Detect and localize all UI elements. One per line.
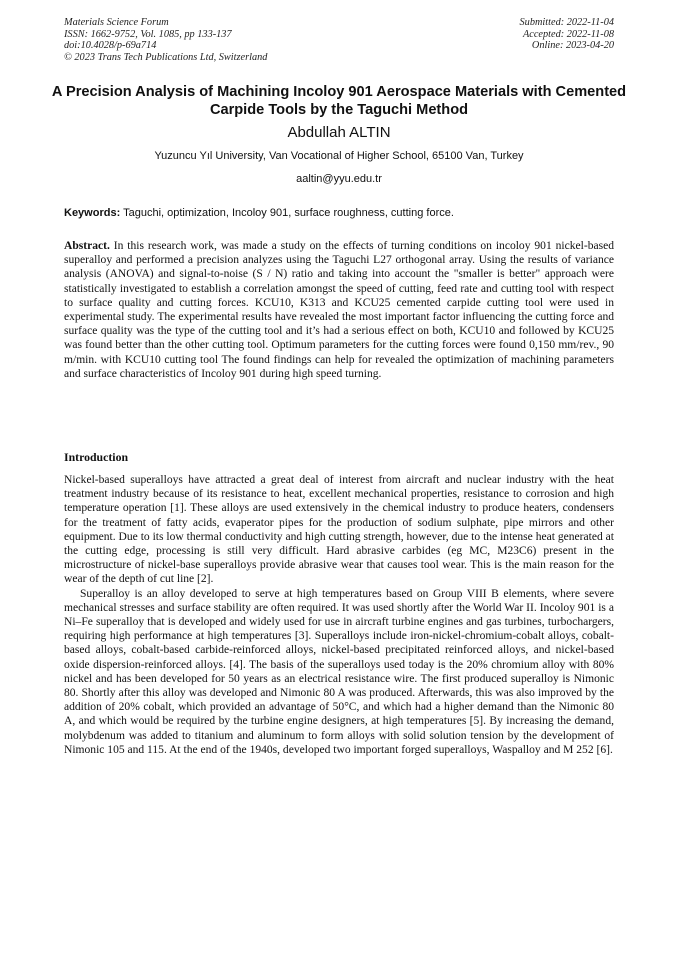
abstract [64,239,614,381]
journal-issn: ISSN: 1662-9752, Vol. 1085, pp 133-137 [64,28,232,40]
journal-doi: doi:10.4028/p-69a714 [64,40,157,52]
keywords [64,206,624,220]
introduction-body [64,473,614,757]
author-email: aaltin@yyu.edu.tr [296,173,382,185]
introduction-heading: Introduction [64,450,129,464]
journal-copyright: © 2023 Trans Tech Publications Ltd, Switzerland [64,51,268,63]
introduction-paragraph-1: Nickel-based superalloys have attracted a great deal of interest from aircraft and nuclear industry with the heat treatment industry because of its resistance to heat, excellent mechanical properties, resistance to corrosion and high temperature operation [1]. These alloys are used extensively in the chemical industry to produce heaters, condensers for the treatment of fatty acids, evaperator pipes for the production of sodium sulphate, pipe mirrors and other equipment. Due to its low thermal conductivity and high cutting strength, however, due to the intense heat generated at the cutting edge, processing is still very difficult. Hard abrasive carbides (eg MC, M23C6) present in the microstructure of nickel-base superalloys provide abrasive wear that causes tool wear. This is the main reason for the wear of the depth of cut line [2]. [64,474,614,586]
abstract-text: In this research work, was made a study on the effects of turning conditions on incoloy 901 nickel-based superalloy and performed a precision analyzes using the Taguchi L27 orthogonal array. Using the results of variance analysis (ANOVA) and signal-to-noise (S / N) ratio and taking into account the "smaller is better" approach were statistically investigated to establish a correlation amongst the speed of cutting, feed rate and cutting tool with respect to surface quality and cutting forces. KCU10, K313 and KCU25 cemented carpide cutting tool were used in experimental study. The experimental results have revealed the most important factor influencing the cutting force and surface quality was the type of the cutting tool and it’s had a serious effect on both, KCU10 and followed by KCU25 was found better than the other cutting tool. Optimum parameters for the cutting forces were found 0,150 mm/rev., 90 m/min. with KCU10 cutting tool The found findings can help for revealed the optimization of machining parameters and surface characteristics of Incoloy 901 during high speed turning. [64,240,614,380]
submission-dates [520,17,614,52]
journal-name: Materials Science Forum [64,17,169,28]
keywords-label: Keywords: [64,207,121,219]
abstract-label: Abstract. [64,240,110,252]
author-name: Abdullah ALTIN [287,124,391,141]
journal-info [64,17,267,63]
paper-title: A Precision Analysis of Machining Incoloy 901 Aerospace Materials with Cemented Carpide Tools by the Taguchi Method [51,84,627,118]
online-date: Online: 2023-04-20 [531,40,614,52]
author-affiliation: Yuzuncu Yıl University, Van Vocational of Higher School, 65100 Van, Turkey [154,150,524,162]
accepted-date: Accepted: 2022-11-08 [522,28,614,40]
keywords-text: Taguchi, optimization, Incoloy 901, surface roughness, cutting force. [120,207,454,219]
introduction-paragraph-2: Superalloy is an alloy developed to serve at high temperatures based on Group VIII B elements, where severe mechanical stresses and surface stability are often required. It was used shortly after the World War II. Incoloy 901 is a Ni–Fe superalloy that is developed and widely used for use in aircraft turbine engines and gas turbines, turbochargers, requiring high performance at high temperatures [3]. Superalloys include iron-nickel-chromium-cobalt alloys, cobalt-based alloys, cobalt-based carbide-reinforced alloys, nickel-based precipitated reinforced alloys, and nickel-based oxide dispersion-reinforced alloys. [4]. The basis of the superalloys used today is the 20% chromium alloy with 80% nickel and has been developed for 50 years as an electrical resistance wire. The first produced superalloy is Nimonic 80. Shortly after this alloy was developed and Nimonic 80 A was produced. Afterwards, this was also improved by the addition of 20% cobalt, which provided an advantage of 50°C, and which had a higher demand than the Nimonic 80 A, and which would be required by the turbine engine designers, at high temperatures [5]. By increasing the demand, molybdenum was added to titanium and aluminum to form alloys with solid solution tension by the development of Nimonic 105 and 115. At the end of the 1940s, developed two important forged superalloys, Waspalloy and M 252 [6]. [64,587,614,756]
submitted-date: Submitted: 2022-11-04 [519,17,614,28]
